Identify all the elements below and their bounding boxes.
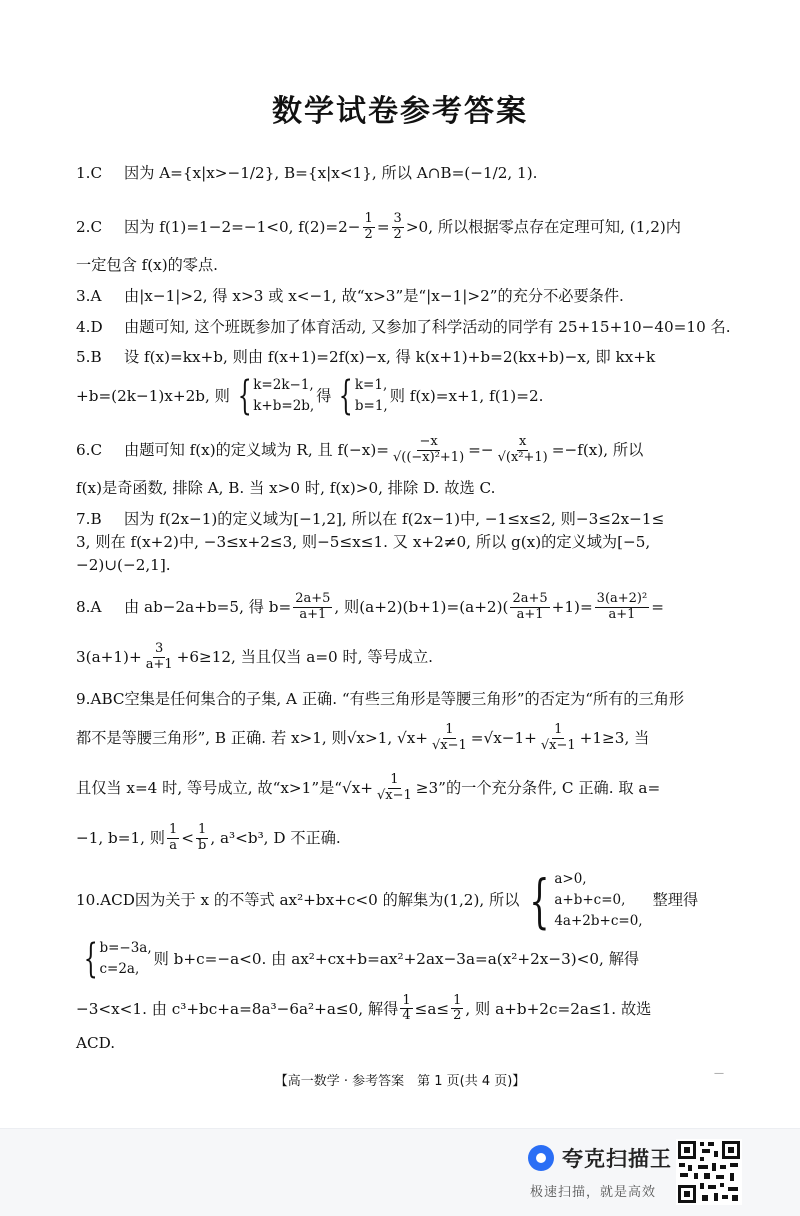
answer-3-text: 由|x−1|>2, 得 x>3 或 x<−1, 故“x>3”是“|x−1|>2”的充分不必要条件. bbox=[124, 286, 624, 305]
answer-4-number: 4.D bbox=[76, 317, 103, 336]
fraction: $\frac{x}{\text{√(x²+1)}}$ bbox=[497, 433, 548, 465]
page-title: 数学试卷参考答案 bbox=[272, 94, 528, 129]
fraction: $\frac{1}{2}$ bbox=[453, 992, 462, 1024]
fraction: $\frac{2a+5}{a+1}$ bbox=[295, 590, 331, 622]
answer-3-number: 3.A bbox=[76, 286, 102, 305]
answer-1 bbox=[76, 150, 726, 196]
equation-system: { b=−3a, c=2a, bbox=[83, 935, 152, 982]
answer-5-number: 5.B bbox=[76, 348, 102, 367]
qr-code-icon bbox=[676, 1139, 742, 1205]
page-footer: 【高一数学 · 参考答案 第 1 页(共 4 页)】 bbox=[274, 1074, 526, 1089]
answer-5: 5.B 设 f(x)=kx+b, 则由 f(x+1)=2f(x)−x, 得 k(x+1)+b=2(kx+b)−x, 即 kx+k +b=(2k−1)x+2b, 则 { k=2k−1, k+b=2b, 得 { k=1, b=1, 则 f(x)=x+1, f(1)=2. bbox=[76, 348, 656, 420]
answer-list bbox=[76, 150, 731, 1063]
answer-10: 10.ACD 因为关于 x 的不等式 ax²+bx+c<0 的解集为(1,2), 所以 { a>0, a+b+c=0, 4a+2b+c=0, 整理得 { b=−3a, c=2a, 则 b+c=−a<0. 由 ax²+cx+b=ax²+2ax−3a=a(x²+2x−3)<0, 解得 −3<x<1. 由 c³+bc+a=8a³−6a²+a≤0, 解得 $\frac{1}{4}$ ≤a≤ $\frac{1}{2}$ , 则 a+b+2c=2a≤1. 故选 ACD. bbox=[76, 866, 699, 1052]
answer-9: 9.ABC 空集是任何集合的子集, A 正确. “有些三角形是等腰三角形”的否定为“所有的三角形 都不是等腰三角形”, B 正确. 若 x>1, 则√x>1, √x+ $\frac{1}{√x-1}$ =√x−1+ $\frac{1}{√x-1}$ +1≥3, 当 且仅当 x=4 时, 等号成立, 故“x>1”是“√x+ $\frac{1}{√x-1}$ ≥3”的一个充分条件, C 正确. 取 a= −1, b=1, 则 $\frac{1}{a}$ < $\frac{1}{b}$ , a³<b³, D 不正确. bbox=[76, 690, 685, 853]
fraction: $\frac{1}{a}$ bbox=[169, 821, 178, 853]
fraction: $\frac{1}{b}$ bbox=[198, 821, 207, 853]
answer-7-number: 7.B bbox=[76, 509, 102, 528]
fraction: $\frac{-x}{\text{√((−x)²+1)}}$ bbox=[392, 433, 465, 465]
fraction: $\frac{3}{a+1}$ bbox=[145, 640, 173, 672]
fraction: $\frac{1}{2}$ bbox=[364, 210, 373, 242]
fraction: $\frac{1}{√x-1}$ bbox=[540, 721, 576, 753]
fraction: $\frac{\text{3(a+2)²}}{a+1}$ bbox=[596, 590, 648, 622]
fraction: $\frac{2a+5}{a+1}$ bbox=[512, 590, 548, 622]
answer-10-number: 10.ACD bbox=[76, 891, 135, 910]
answer-4-text: 由题可知, 这个班既参加了体育活动, 又参加了科学活动的同学有 25+15+10−40=10 名. bbox=[124, 317, 731, 336]
answer-4 bbox=[76, 316, 731, 339]
scanner-slogan: 极速扫描，就是高效 bbox=[530, 1185, 657, 1200]
answer-8: 8.A 由 ab−2a+b=5, 得 b= $\frac{2a+5}{a+1}$ , 则(a+2)(b+1)=(a+2)( $\frac{2a+5}{a+1}$ +1)= $\frac{\text{3(a+2)²}}{a+1}$ = 3(a+1)+ $\frac{3}{a+1}$ +6≥12, 当且仅当 a=0 时, 等号成立. bbox=[76, 590, 664, 672]
quark-logo-icon bbox=[528, 1145, 554, 1171]
fraction: $\frac{3}{2}$ bbox=[393, 210, 402, 242]
answer-8-number: 8.A bbox=[76, 597, 102, 616]
scanner-brand bbox=[528, 1143, 672, 1173]
equation-system: { a>0, a+b+c=0, 4a+2b+c=0, bbox=[529, 866, 643, 935]
answer-3 bbox=[76, 285, 726, 308]
answer-2: 2.C 因为 f(1)=1−2=−1<0, f(2)=2− $\frac{1}{2}$ = $\frac{3}{2}$ >0, 所以根据零点存在定理可知, (1,2)内 一定包含 f(x)的零点. bbox=[76, 210, 681, 274]
scanner-watermark-bar bbox=[0, 1128, 800, 1216]
answer-1-text: 因为 A={x|x>−1/2}, B={x|x<1}, 所以 A∩B=(−1/2, 1). bbox=[124, 163, 538, 182]
answer-1-number: 1.C bbox=[76, 163, 103, 182]
answer-6: 6.C 由题可知 f(x)的定义域为 R, 且 f(−x)= $\frac{-x}{\text{√((−x)²+1)}}$ =− $\frac{x}{\text{√(x²+1)}}$ =−f(x), 所以 f(x)是奇函数, 排除 A, B. 当 x>0 时, f(x)>0, 排除 D. 故选 C. bbox=[76, 433, 644, 498]
equation-system: { k=2k−1, k+b=2b, bbox=[237, 373, 315, 420]
footer-mark: — bbox=[714, 1068, 724, 1079]
answer-9-number: 9.ABC bbox=[76, 690, 125, 709]
fraction: $\frac{1}{√x-1}$ bbox=[377, 771, 412, 803]
answer-6-number: 6.C bbox=[76, 440, 103, 459]
scanner-brand-name: 夸克扫描王 bbox=[562, 1147, 672, 1171]
equation-system: { k=1, b=1, bbox=[339, 373, 388, 420]
answer-2-number: 2.C bbox=[76, 217, 103, 236]
answer-7: 7.B 因为 f(2x−1)的定义域为[−1,2], 所以在 f(2x−1)中, −1≤x≤2, 则−3≤2x−1≤ 3, 则在 f(x+2)中, −3≤x+2≤3, 则−5≤x≤1. 又 x+2≠0, 所以 g(x)的定义域为[−5, −2)∪(−2,1]. bbox=[76, 509, 665, 574]
fraction: $\frac{1}{4}$ bbox=[402, 992, 411, 1024]
fraction: $\frac{1}{√x-1}$ bbox=[432, 721, 467, 753]
